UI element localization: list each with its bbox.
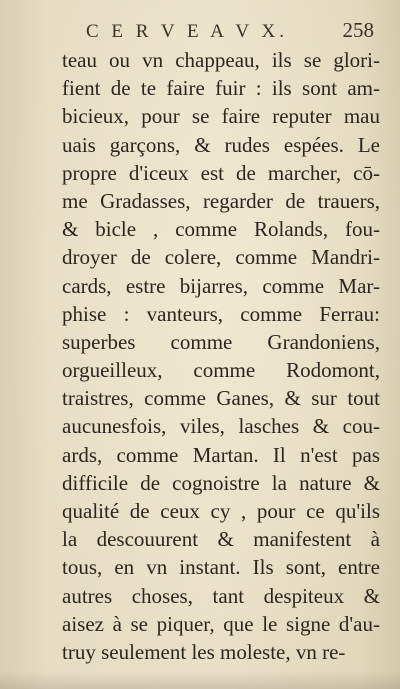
text-line: tous, en vn instant. Ils sont, entre [62, 555, 380, 580]
text-line: droyer de colere, comme Mandri- [62, 245, 380, 270]
page-number: 258 [342, 18, 374, 42]
text-line: orgueilleux, comme Rodomont, [62, 358, 380, 383]
text-line: ards, comme Martan. Il n'est pas [62, 442, 380, 467]
text-line: me Gradasses, regarder de trauers, [62, 188, 380, 213]
text-line: autres choses, tant despiteux & [62, 583, 380, 608]
text-line: aisez à se piquer, que le signe d'au- [62, 611, 380, 636]
text-line: aucunesfois, viles, lasches & cou- [62, 414, 380, 439]
page-bottom-edge [0, 671, 400, 689]
text-line: fient de te faire fuir : ils sont am- [62, 76, 380, 101]
body-text [62, 46, 380, 666]
text-line: teau ou vn chappeau, ils se glori- [62, 48, 380, 72]
text-line: cards, estre bijarres, comme Mar- [62, 273, 380, 298]
text-line: difficile de cognoistre la nature & [62, 470, 380, 495]
text-line: propre d'iceux est de marcher, cō- [62, 160, 380, 185]
text-line: uais garçons, & rudes espées. Le [62, 132, 380, 157]
running-head: C E R V E A V X. [86, 21, 288, 42]
text-line: phise : vanteurs, comme Ferrau: [62, 301, 380, 326]
text-line: superbes comme Grandoniens, [62, 329, 380, 354]
text-line: qualité de ceux cy , pour ce qu'ils [62, 499, 380, 523]
text-line: bicieux, pour se faire reputer mau [62, 104, 380, 129]
text-line: truy seulement les moleste, vn re- [62, 639, 346, 664]
text-line: la descouurent & manifestent à [62, 527, 380, 552]
text-line: traistres, comme Ganes, & sur tout [62, 386, 380, 411]
text-line: & bicle , comme Rolands, fou- [62, 217, 380, 242]
